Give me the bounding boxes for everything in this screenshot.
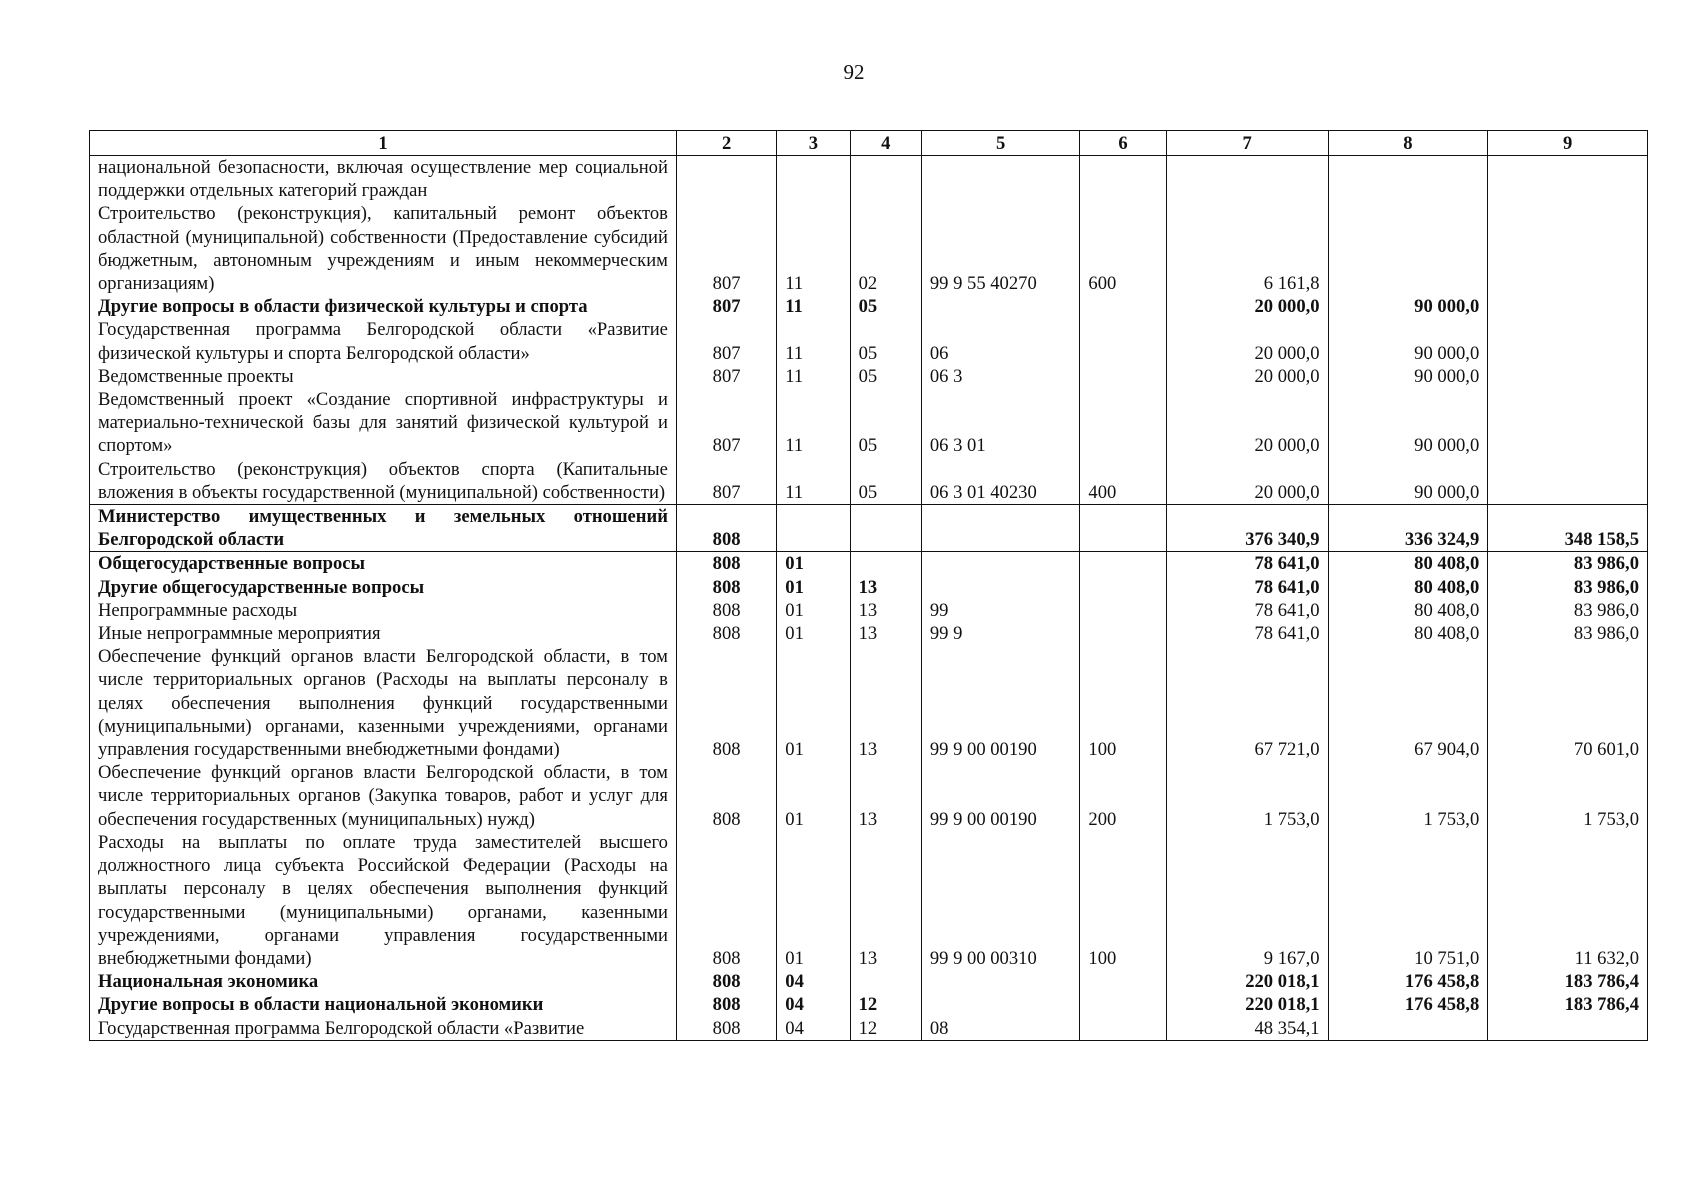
row-amount-3-cell: 70 601,0 [1488, 645, 1648, 761]
table-row [90, 645, 1648, 761]
row-code-cell: 808 [676, 552, 776, 576]
row-code-cell: 808 [676, 831, 776, 970]
col-header-2: 2 [676, 131, 776, 156]
row-amount-3-cell [1488, 1017, 1648, 1041]
row-name-cell: Министерство имущественных и земельных отношений Белгородской области [90, 505, 677, 552]
row-name-cell: Непрограммные расходы [90, 599, 677, 622]
table-row [90, 1017, 1648, 1041]
row-name-cell: Государственная программа Белгородской области «Развитие [90, 1017, 677, 1041]
row-type-cell: 100 [1080, 831, 1166, 970]
row-name-cell: национальной безопасности, включая осуществление мер социальной поддержки отдельных категорий граждан [90, 156, 677, 203]
row-code-cell: 808 [676, 505, 776, 552]
row-name-cell: Обеспечение функций органов власти Белгородской области, в том числе территориальных органов (Закупка товаров, работ и услуг для обеспечения государственных (муниципальных) нужд) [90, 761, 677, 831]
row-code-cell: 807 [676, 458, 776, 505]
row-code-cell: 807 [676, 365, 776, 388]
row-amount-3-cell: 11 632,0 [1488, 831, 1648, 970]
row-amount-2-cell: 80 408,0 [1328, 599, 1488, 622]
row-target-cell: 06 3 01 [921, 388, 1080, 458]
row-amount-3-cell: 183 786,4 [1488, 970, 1648, 993]
row-amount-3-cell [1488, 458, 1648, 505]
row-section-cell: 11 [777, 318, 850, 364]
row-amount-3-cell [1488, 295, 1648, 318]
row-amount-1-cell: 78 641,0 [1166, 622, 1328, 645]
row-amount-1-cell [1166, 156, 1328, 203]
table-row [90, 458, 1648, 505]
row-amount-1-cell: 48 354,1 [1166, 1017, 1328, 1041]
row-section-cell: 01 [777, 645, 850, 761]
row-target-cell [921, 993, 1080, 1016]
row-code-cell: 808 [676, 599, 776, 622]
row-code-cell: 808 [676, 645, 776, 761]
row-amount-3-cell [1488, 388, 1648, 458]
row-amount-1-cell: 67 721,0 [1166, 645, 1328, 761]
row-type-cell [1080, 552, 1166, 576]
row-subsection-cell: 12 [850, 993, 921, 1016]
row-section-cell: 11 [777, 202, 850, 295]
row-amount-3-cell: 83 986,0 [1488, 552, 1648, 576]
row-section-cell: 01 [777, 831, 850, 970]
row-target-cell: 06 [921, 318, 1080, 364]
row-type-cell: 400 [1080, 458, 1166, 505]
row-target-cell [921, 156, 1080, 203]
row-amount-3-cell [1488, 365, 1648, 388]
col-header-3: 3 [777, 131, 850, 156]
col-header-8: 8 [1328, 131, 1488, 156]
row-section-cell: 01 [777, 599, 850, 622]
row-code-cell: 807 [676, 295, 776, 318]
row-type-cell: 100 [1080, 645, 1166, 761]
row-subsection-cell: 13 [850, 599, 921, 622]
row-code-cell: 807 [676, 202, 776, 295]
row-amount-1-cell: 1 753,0 [1166, 761, 1328, 831]
row-amount-3-cell: 83 986,0 [1488, 576, 1648, 599]
row-type-cell [1080, 318, 1166, 364]
row-type-cell [1080, 576, 1166, 599]
row-name-cell: Ведомственные проекты [90, 365, 677, 388]
row-target-cell [921, 505, 1080, 552]
row-code-cell: 807 [676, 318, 776, 364]
row-type-cell: 200 [1080, 761, 1166, 831]
row-target-cell [921, 295, 1080, 318]
row-target-cell: 99 9 [921, 622, 1080, 645]
row-section-cell: 01 [777, 552, 850, 576]
row-amount-2-cell: 90 000,0 [1328, 295, 1488, 318]
row-amount-3-cell: 348 158,5 [1488, 505, 1648, 552]
row-amount-2-cell: 80 408,0 [1328, 552, 1488, 576]
row-amount-2-cell: 90 000,0 [1328, 458, 1488, 505]
row-amount-3-cell [1488, 318, 1648, 364]
row-section-cell: 11 [777, 295, 850, 318]
row-subsection-cell [850, 156, 921, 203]
table-row [90, 622, 1648, 645]
row-type-cell [1080, 388, 1166, 458]
row-code-cell: 808 [676, 761, 776, 831]
row-type-cell [1080, 505, 1166, 552]
row-amount-2-cell [1328, 1017, 1488, 1041]
row-amount-1-cell: 20 000,0 [1166, 365, 1328, 388]
row-subsection-cell: 13 [850, 576, 921, 599]
row-target-cell: 99 [921, 599, 1080, 622]
row-amount-2-cell: 90 000,0 [1328, 388, 1488, 458]
table-row [90, 295, 1648, 318]
row-amount-1-cell: 20 000,0 [1166, 295, 1328, 318]
row-name-cell: Государственная программа Белгородской области «Развитие физической культуры и спорта Белгородской области» [90, 318, 677, 364]
row-subsection-cell: 02 [850, 202, 921, 295]
table-row [90, 505, 1648, 552]
row-subsection-cell: 05 [850, 388, 921, 458]
row-type-cell [1080, 970, 1166, 993]
row-name-cell: Другие вопросы в области физической культуры и спорта [90, 295, 677, 318]
row-amount-2-cell: 336 324,9 [1328, 505, 1488, 552]
col-header-4: 4 [850, 131, 921, 156]
row-subsection-cell: 05 [850, 318, 921, 364]
row-amount-1-cell: 78 641,0 [1166, 576, 1328, 599]
row-name-cell: Расходы на выплаты по оплате труда заместителей высшего должностного лица субъекта Российской Федерации (Расходы на выплаты персоналу в целях обеспечения выполнения функций государственными (муниципальными) органами, казенными учреждениями, органами управления государственными внебюджетными фондами) [90, 831, 677, 970]
table-row [90, 365, 1648, 388]
row-type-cell [1080, 993, 1166, 1016]
table-row [90, 576, 1648, 599]
row-subsection-cell: 05 [850, 295, 921, 318]
row-amount-2-cell: 80 408,0 [1328, 576, 1488, 599]
row-target-cell: 06 3 [921, 365, 1080, 388]
row-subsection-cell: 05 [850, 458, 921, 505]
row-section-cell: 04 [777, 993, 850, 1016]
row-name-cell: Строительство (реконструкция), капитальный ремонт объектов областной (муниципальной) собственности (Предоставление субсидий бюджетным, автономным учреждениям и иным некоммерческим организациям) [90, 202, 677, 295]
row-subsection-cell: 13 [850, 831, 921, 970]
row-name-cell: Строительство (реконструкция) объектов спорта (Капитальные вложения в объекты государственной (муниципальной) собственности) [90, 458, 677, 505]
row-amount-1-cell: 20 000,0 [1166, 388, 1328, 458]
row-type-cell [1080, 1017, 1166, 1041]
row-name-cell: Национальная экономика [90, 970, 677, 993]
row-amount-2-cell [1328, 202, 1488, 295]
row-code-cell: 808 [676, 622, 776, 645]
row-code-cell: 807 [676, 388, 776, 458]
row-amount-1-cell: 6 161,8 [1166, 202, 1328, 295]
row-subsection-cell: 12 [850, 1017, 921, 1041]
row-amount-1-cell: 220 018,1 [1166, 993, 1328, 1016]
row-amount-1-cell: 78 641,0 [1166, 599, 1328, 622]
row-type-cell [1080, 365, 1166, 388]
row-type-cell [1080, 622, 1166, 645]
row-target-cell: 99 9 55 40270 [921, 202, 1080, 295]
row-code-cell: 808 [676, 576, 776, 599]
row-section-cell: 01 [777, 622, 850, 645]
col-header-1: 1 [90, 131, 677, 156]
table-row [90, 388, 1648, 458]
row-amount-1-cell: 9 167,0 [1166, 831, 1328, 970]
row-target-cell: 99 9 00 00310 [921, 831, 1080, 970]
row-amount-1-cell: 20 000,0 [1166, 318, 1328, 364]
row-name-cell: Иные непрограммные мероприятия [90, 622, 677, 645]
row-subsection-cell: 13 [850, 645, 921, 761]
row-amount-3-cell: 83 986,0 [1488, 622, 1648, 645]
row-amount-1-cell: 20 000,0 [1166, 458, 1328, 505]
col-header-9: 9 [1488, 131, 1648, 156]
row-name-cell: Ведомственный проект «Создание спортивной инфраструктуры и материально-технической базы для занятий физической культурой и спортом» [90, 388, 677, 458]
row-amount-2-cell: 1 753,0 [1328, 761, 1488, 831]
row-amount-3-cell [1488, 202, 1648, 295]
row-amount-2-cell: 10 751,0 [1328, 831, 1488, 970]
table-row [90, 761, 1648, 831]
row-code-cell: 808 [676, 970, 776, 993]
row-subsection-cell [850, 970, 921, 993]
table-row [90, 970, 1648, 993]
row-amount-1-cell: 78 641,0 [1166, 552, 1328, 576]
row-amount-3-cell [1488, 156, 1648, 203]
row-target-cell: 06 3 01 40230 [921, 458, 1080, 505]
table-row [90, 831, 1648, 970]
table-body [90, 156, 1648, 1041]
row-section-cell: 11 [777, 458, 850, 505]
row-amount-2-cell: 80 408,0 [1328, 622, 1488, 645]
row-amount-1-cell: 220 018,1 [1166, 970, 1328, 993]
table-row [90, 552, 1648, 576]
row-target-cell: 99 9 00 00190 [921, 761, 1080, 831]
row-type-cell: 600 [1080, 202, 1166, 295]
row-subsection-cell: 13 [850, 761, 921, 831]
row-name-cell: Общегосударственные вопросы [90, 552, 677, 576]
row-name-cell: Другие вопросы в области национальной экономики [90, 993, 677, 1016]
row-amount-3-cell: 83 986,0 [1488, 599, 1648, 622]
row-amount-2-cell: 90 000,0 [1328, 365, 1488, 388]
row-type-cell [1080, 295, 1166, 318]
row-name-cell: Другие общегосударственные вопросы [90, 576, 677, 599]
table-row [90, 599, 1648, 622]
row-amount-3-cell: 183 786,4 [1488, 993, 1648, 1016]
row-section-cell: 04 [777, 970, 850, 993]
row-amount-2-cell: 67 904,0 [1328, 645, 1488, 761]
row-name-cell: Обеспечение функций органов власти Белгородской области, в том числе территориальных органов (Расходы на выплаты персоналу в целях обеспечения выполнения функций государственными (муниципальными) органами, казенными учреждениями, органами управления государственными внебюджетными фондами) [90, 645, 677, 761]
row-target-cell [921, 970, 1080, 993]
row-section-cell: 01 [777, 576, 850, 599]
row-target-cell [921, 576, 1080, 599]
row-code-cell: 808 [676, 1017, 776, 1041]
row-target-cell: 99 9 00 00190 [921, 645, 1080, 761]
col-header-6: 6 [1080, 131, 1166, 156]
row-subsection-cell [850, 552, 921, 576]
row-type-cell [1080, 156, 1166, 203]
row-target-cell: 08 [921, 1017, 1080, 1041]
page-number: 92 [843, 60, 865, 84]
row-code-cell [676, 156, 776, 203]
row-subsection-cell: 05 [850, 365, 921, 388]
row-section-cell: 04 [777, 1017, 850, 1041]
row-type-cell [1080, 599, 1166, 622]
budget-table [89, 130, 1648, 1041]
row-amount-2-cell: 176 458,8 [1328, 993, 1488, 1016]
row-section-cell [777, 505, 850, 552]
row-section-cell: 11 [777, 388, 850, 458]
row-code-cell: 808 [676, 993, 776, 1016]
row-subsection-cell: 13 [850, 622, 921, 645]
row-section-cell [777, 156, 850, 203]
row-amount-2-cell: 176 458,8 [1328, 970, 1488, 993]
header-row [90, 131, 1648, 156]
row-amount-2-cell [1328, 156, 1488, 203]
row-amount-2-cell: 90 000,0 [1328, 318, 1488, 364]
col-header-5: 5 [921, 131, 1080, 156]
table-row [90, 993, 1648, 1016]
table-row [90, 156, 1648, 203]
row-section-cell: 11 [777, 365, 850, 388]
table-row [90, 202, 1648, 295]
row-section-cell: 01 [777, 761, 850, 831]
table-row [90, 318, 1648, 364]
row-amount-3-cell: 1 753,0 [1488, 761, 1648, 831]
row-target-cell [921, 552, 1080, 576]
row-subsection-cell [850, 505, 921, 552]
col-header-7: 7 [1166, 131, 1328, 156]
row-amount-1-cell: 376 340,9 [1166, 505, 1328, 552]
